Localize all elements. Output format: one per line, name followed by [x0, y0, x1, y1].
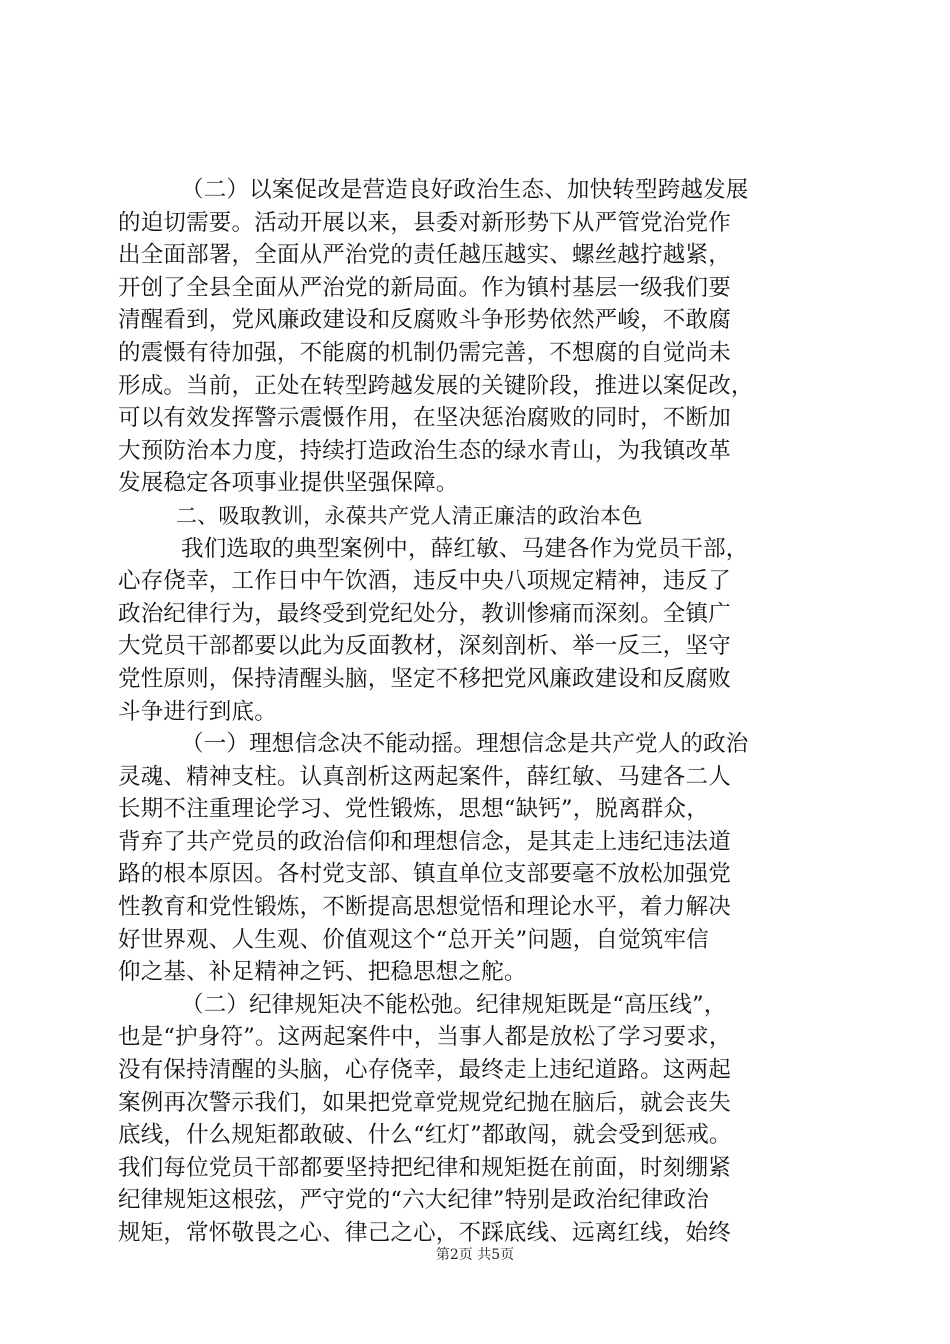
paragraph-line: 性教育和党性锻炼，不断提高思想觉悟和理论水平，着力解决 [118, 894, 731, 921]
paragraph-line: 我们选取的典型案例中，薛红敏、马建各作为党员干部， [181, 535, 749, 562]
paragraph-line: （一）理想信念决不能动摇。理想信念是共产党人的政治 [181, 731, 749, 758]
paragraph-line: 清醒看到，党风廉政建设和反腐败斗争形势依然严峻，不敢腐 [118, 307, 731, 334]
section-heading: 二、吸取教训，永葆共产党人清正廉洁的政治本色 [176, 503, 643, 528]
paragraph-line: 案例再次警示我们，如果把党章党规党纪抛在脑后，就会丧失 [118, 1089, 731, 1116]
paragraph-line: 背弃了共产党员的政治信仰和理想信念，是其走上违纪违法道 [118, 828, 731, 855]
paragraph-line: 长期不注重理论学习、党性锻炼，思想“缺钙”，脱离群众， [118, 796, 709, 823]
paragraph-line: 灵魂、精神支柱。认真剖析这两起案件，薛红敏、马建各二人 [118, 763, 731, 790]
paragraph-line: （二）纪律规矩决不能松弛。纪律规矩既是“高压线”， [181, 991, 727, 1018]
paragraph-line: 斗争进行到底。 [118, 698, 277, 725]
page-footer: 第2页 共5页 [435, 1247, 515, 1263]
paragraph-line: 可以有效发挥警示震慑作用，在坚决惩治腐败的同时，不断加 [118, 405, 731, 432]
paragraph-line: 仰之基、补足精神之钙、把稳思想之舵。 [118, 959, 527, 986]
paragraph-line: 没有保持清醒的头脑，心存侥幸，最终走上违纪道路。这两起 [118, 1057, 731, 1084]
paragraph-line: 发展稳定各项事业提供坚强保障。 [118, 470, 459, 497]
paragraph-line: 我们每位党员干部都要坚持把纪律和规矩挺在前面，时刻绷紧 [118, 1154, 731, 1181]
paragraph-line: 形成。当前，正处在转型跨越发展的关键阶段，推进以案促改， [118, 372, 754, 399]
paragraph-line: 政治纪律行为，最终受到党纪处分，教训惨痛而深刻。全镇广 [118, 600, 731, 627]
paragraph-line: 好世界观、人生观、价值观这个“总开关”问题，自觉筑牢信 [118, 926, 709, 953]
paragraph-line: 心存侥幸，工作日中午饮酒，违反中央八项规定精神，违反了 [118, 568, 731, 595]
paragraph-line: 底线，什么规矩都敢破、什么“红灯”都敢闯，就会受到惩戒。 [118, 1122, 732, 1149]
paragraph-line: 的迫切需要。活动开展以来，县委对新形势下从严管党治党作 [118, 209, 731, 236]
paragraph-line: 规矩，常怀敬畏之心、律己之心，不踩底线、远离红线，始终 [118, 1220, 731, 1246]
paragraph-line: 党性原则，保持清醒头脑，坚定不移把党风廉政建设和反腐败 [118, 665, 731, 692]
paragraph-line: （二）以案促改是营造良好政治生态、加快转型跨越发展 [181, 177, 749, 203]
paragraph-line: 也是“护身符”。这两起案件中，当事人都是放松了学习要求， [118, 1024, 732, 1051]
paragraph-line: 大预防治本力度，持续打造政治生态的绿水青山，为我镇改革 [118, 437, 731, 464]
paragraph-line: 路的根本原因。各村党支部、镇直单位支部要毫不放松加强党 [118, 861, 731, 888]
paragraph-line: 的震慑有待加强，不能腐的机制仍需完善，不想腐的自觉尚未 [118, 339, 731, 366]
paragraph-line: 大党员干部都要以此为反面教材，深刻剖析、举一反三，坚守 [118, 633, 731, 660]
document-body [118, 174, 838, 1250]
paragraph-line: 开创了全县全面从严治党的新局面。作为镇村基层一级我们要 [118, 274, 731, 301]
paragraph-line: 出全面部署，全面从严治党的责任越压越实、螺丝越拧越紧， [118, 242, 731, 269]
paragraph-line: 纪律规矩这根弦，严守党的“六大纪律”特别是政治纪律政治 [118, 1187, 709, 1214]
